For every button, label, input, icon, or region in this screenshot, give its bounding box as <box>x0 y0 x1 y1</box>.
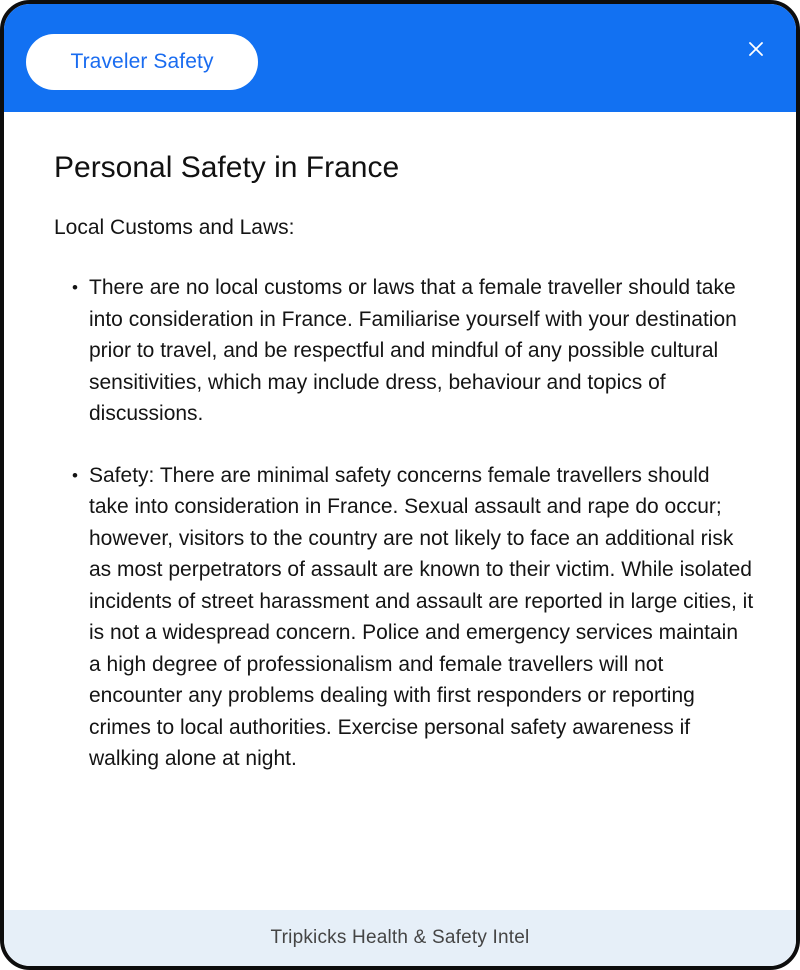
bullet-item <box>54 272 754 430</box>
bullet-list <box>54 272 754 775</box>
bullet-text: Safety: There are minimal safety concerns female travellers should take into consideration in France. Sexual assault and rape do occur; however, visitors to the country are not likely to face an additional risk as most perpetrators of assault are known to their victim. While isolated incidents of street harassment and assault are reported in large cities, it is not a widespread concern. Police and emergency services maintain a high degree of professionalism and female travellers will not encounter any problems dealing with first responders or reporting crimes to local authorities. Exercise personal safety awareness if walking alone at night. <box>89 463 754 770</box>
footer-text: Tripkicks Health & Safety Intel <box>270 927 530 948</box>
traveler-safety-tag[interactable]: Traveler Safety <box>26 34 258 90</box>
card-footer <box>4 910 796 966</box>
bullet-item <box>54 460 754 775</box>
page-title: Personal Safety in France <box>54 151 400 184</box>
card-header <box>4 4 796 112</box>
close-icon[interactable] <box>746 39 766 59</box>
section-subtitle: Local Customs and Laws: <box>54 216 295 239</box>
bullet-dot-icon: • <box>72 278 78 297</box>
bullet-dot-icon: • <box>72 465 78 485</box>
card-content <box>54 112 754 805</box>
bullet-text: There are no local customs or laws that a female traveller should take into consideration in France. Familiarise yourself with your destination prior to travel, and be respectful and mindful of any possible cultural sensitivities, which may include dress, behaviour and topics of discussions. <box>89 276 737 425</box>
